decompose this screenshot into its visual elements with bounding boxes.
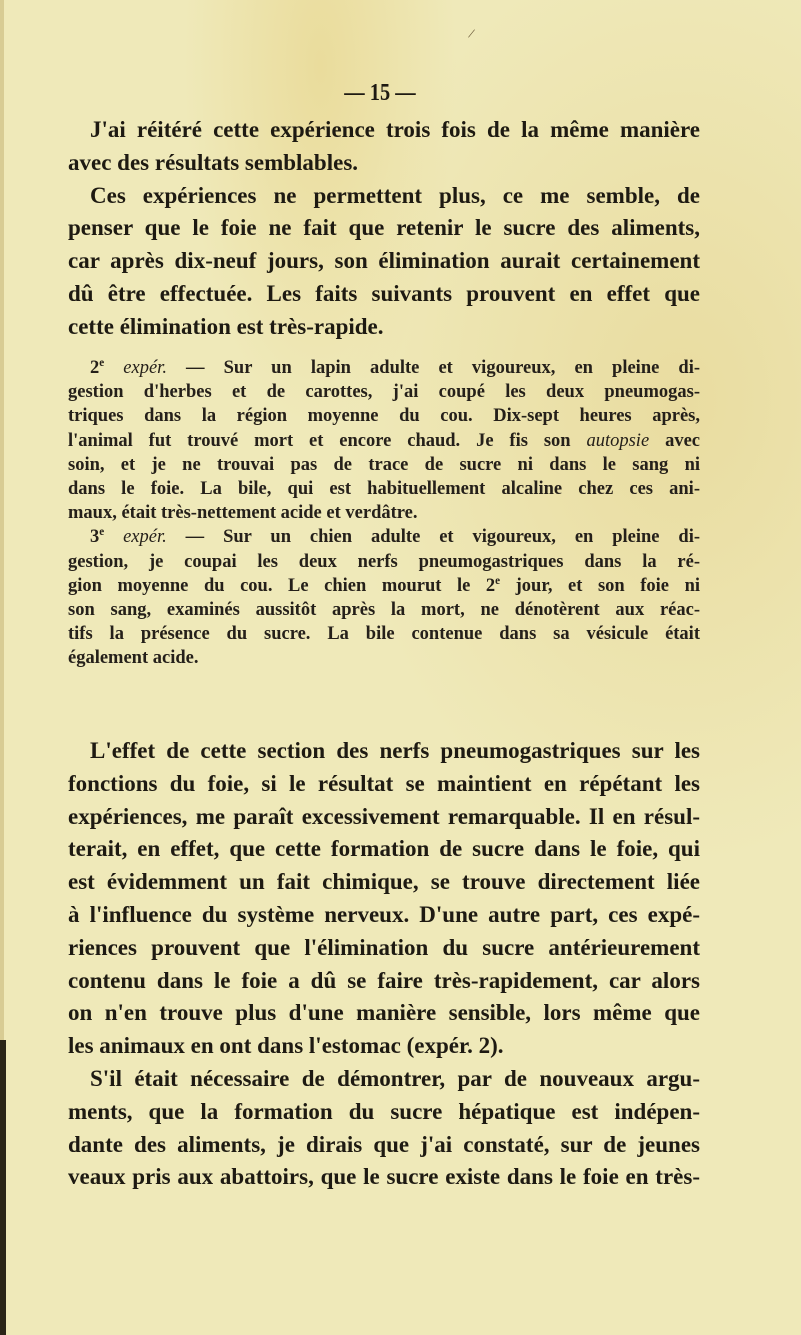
text-run: fonctions du foie, si le résultat se maintient en répétant les xyxy=(68,770,700,796)
text-line xyxy=(68,598,700,622)
text-line xyxy=(68,477,700,501)
superscript: e xyxy=(99,526,105,539)
text-run: Ces expériences ne permettent plus, ce me semble, de xyxy=(90,182,700,208)
text-run: gestion, je coupai les deux nerfs pneumogastriques dans la ré- xyxy=(68,551,700,572)
text-run: penser que le foie ne fait que retenir le sucre des aliments, xyxy=(68,215,700,241)
superscript: e xyxy=(495,574,501,587)
text-line xyxy=(68,114,700,147)
text-run: maux, était très-nettement acide et verdâtre. xyxy=(68,503,418,524)
text-line xyxy=(68,1161,700,1194)
text-line xyxy=(68,1096,700,1129)
italic-text: expér. xyxy=(123,358,167,378)
text-run: soin, et je ne trouvai pas de trace de sucre ni dans le sang ni xyxy=(68,454,700,475)
text-run: car après dix-neuf jours, son élimination aurait certainement xyxy=(68,248,700,274)
text-run: contenu dans le foie a dû se faire très-rapidement, car alors xyxy=(68,967,700,993)
text-run: les animaux en ont dans l'estomac (expér. 2). xyxy=(68,1033,504,1059)
text-line xyxy=(68,899,700,932)
text-run: à l'influence du système nerveux. D'une autre part, ces expé- xyxy=(68,901,700,927)
text-line xyxy=(68,501,700,525)
text-run: jour, et son foie ni xyxy=(500,575,700,596)
text-run: expériences, me paraît excessivement remarquable. Il en résul- xyxy=(68,803,700,829)
text-line xyxy=(68,453,700,477)
text-run: tifs la présence du sucre. La bile contenue dans sa vésicule était xyxy=(68,624,700,645)
text-line xyxy=(68,965,700,998)
text-run: son sang, examinés aussitôt après la mort, ne dénotèrent aux réac- xyxy=(68,600,700,621)
text-run: on n'en trouve plus d'une manière sensible, lors même que xyxy=(68,1000,700,1026)
text-run: 3 xyxy=(90,527,100,548)
text-run xyxy=(104,358,123,378)
text-run: dû être effectuée. Les faits suivants prouvent en effet que xyxy=(68,280,700,306)
text-line xyxy=(68,356,700,380)
text-line xyxy=(68,245,700,278)
text-line xyxy=(68,429,700,453)
text-run: veaux pris aux abattoirs, que le sucre existe dans le foie en très- xyxy=(68,1164,700,1190)
text-run: L'effet de cette section des nerfs pneumogastriques sur les xyxy=(90,738,700,763)
text-line xyxy=(68,212,700,245)
text-line xyxy=(68,278,700,311)
text-line xyxy=(68,180,700,213)
text-run: dante des aliments, je dirais que j'ai constaté, sur de jeunes xyxy=(68,1131,700,1157)
text-run: dans le foie. La bile, qui est habituellement alcaline chez ces ani- xyxy=(68,479,700,500)
text-line xyxy=(68,997,700,1030)
text-run: J'ai réitéré cette expérience trois fois de la même manière xyxy=(90,117,700,142)
text-run: également acide. xyxy=(68,648,199,669)
text-line xyxy=(68,646,700,670)
text-line xyxy=(68,311,700,344)
superscript: e xyxy=(99,356,105,369)
text-run: l'animal fut trouvé mort et encore chaud. Je fis son xyxy=(68,430,587,451)
text-run: gestion d'herbes et de carottes, j'ai coupé les deux pneumogas- xyxy=(68,382,700,403)
text-line xyxy=(68,833,700,866)
text-run: cette élimination est très-rapide. xyxy=(68,313,384,339)
text-line xyxy=(68,1030,700,1063)
margin-mark: / xyxy=(466,26,476,43)
text-line xyxy=(68,622,700,646)
text-run: S'il était nécessaire de démontrer, par de nouveaux argu- xyxy=(90,1065,700,1091)
text-run: — Sur un lapin adulte et vigoureux, en pleine di- xyxy=(166,358,700,378)
italic-text: autopsie xyxy=(586,430,650,451)
text-line xyxy=(68,1129,700,1162)
text-run: 2 xyxy=(90,358,100,378)
text-run: terait, en effet, que cette formation de sucre dans le foie, qui xyxy=(68,836,700,862)
text-run: riences prouvent que l'élimination du sucre antérieurement xyxy=(68,934,700,960)
text-line xyxy=(68,380,700,404)
text-run: ments, que la formation du sucre hépatique est indépen- xyxy=(68,1098,700,1124)
text-run: gion moyenne du cou. Le chien mourut le 2 xyxy=(68,575,496,596)
experiment-notes xyxy=(68,356,700,671)
text-run: triques dans la région moyenne du cou. Dix-sept heures après, xyxy=(68,406,700,427)
text-line xyxy=(68,147,700,180)
page-number: — 15 — xyxy=(344,80,416,106)
text-run: — Sur un chien adulte et vigoureux, en pleine di- xyxy=(166,527,700,548)
italic-text: expér. xyxy=(123,527,167,548)
text-line xyxy=(68,550,700,574)
text-line xyxy=(68,404,700,428)
text-run: avec xyxy=(649,430,700,451)
text-line xyxy=(68,525,700,549)
text-line xyxy=(68,866,700,899)
paragraph-intro xyxy=(68,114,700,344)
text-line xyxy=(68,574,700,598)
binding-shadow xyxy=(0,1040,6,1335)
text-line xyxy=(68,801,700,834)
text-line xyxy=(68,932,700,965)
text-run: avec des résultats semblables. xyxy=(68,149,359,175)
text-line xyxy=(68,1063,700,1096)
text-line xyxy=(68,768,700,801)
text-run: est évidemment un fait chimique, se trouve directement liée xyxy=(68,869,700,895)
text-line xyxy=(68,735,700,768)
paragraph-discussion xyxy=(68,735,700,1194)
text-run xyxy=(104,527,123,547)
